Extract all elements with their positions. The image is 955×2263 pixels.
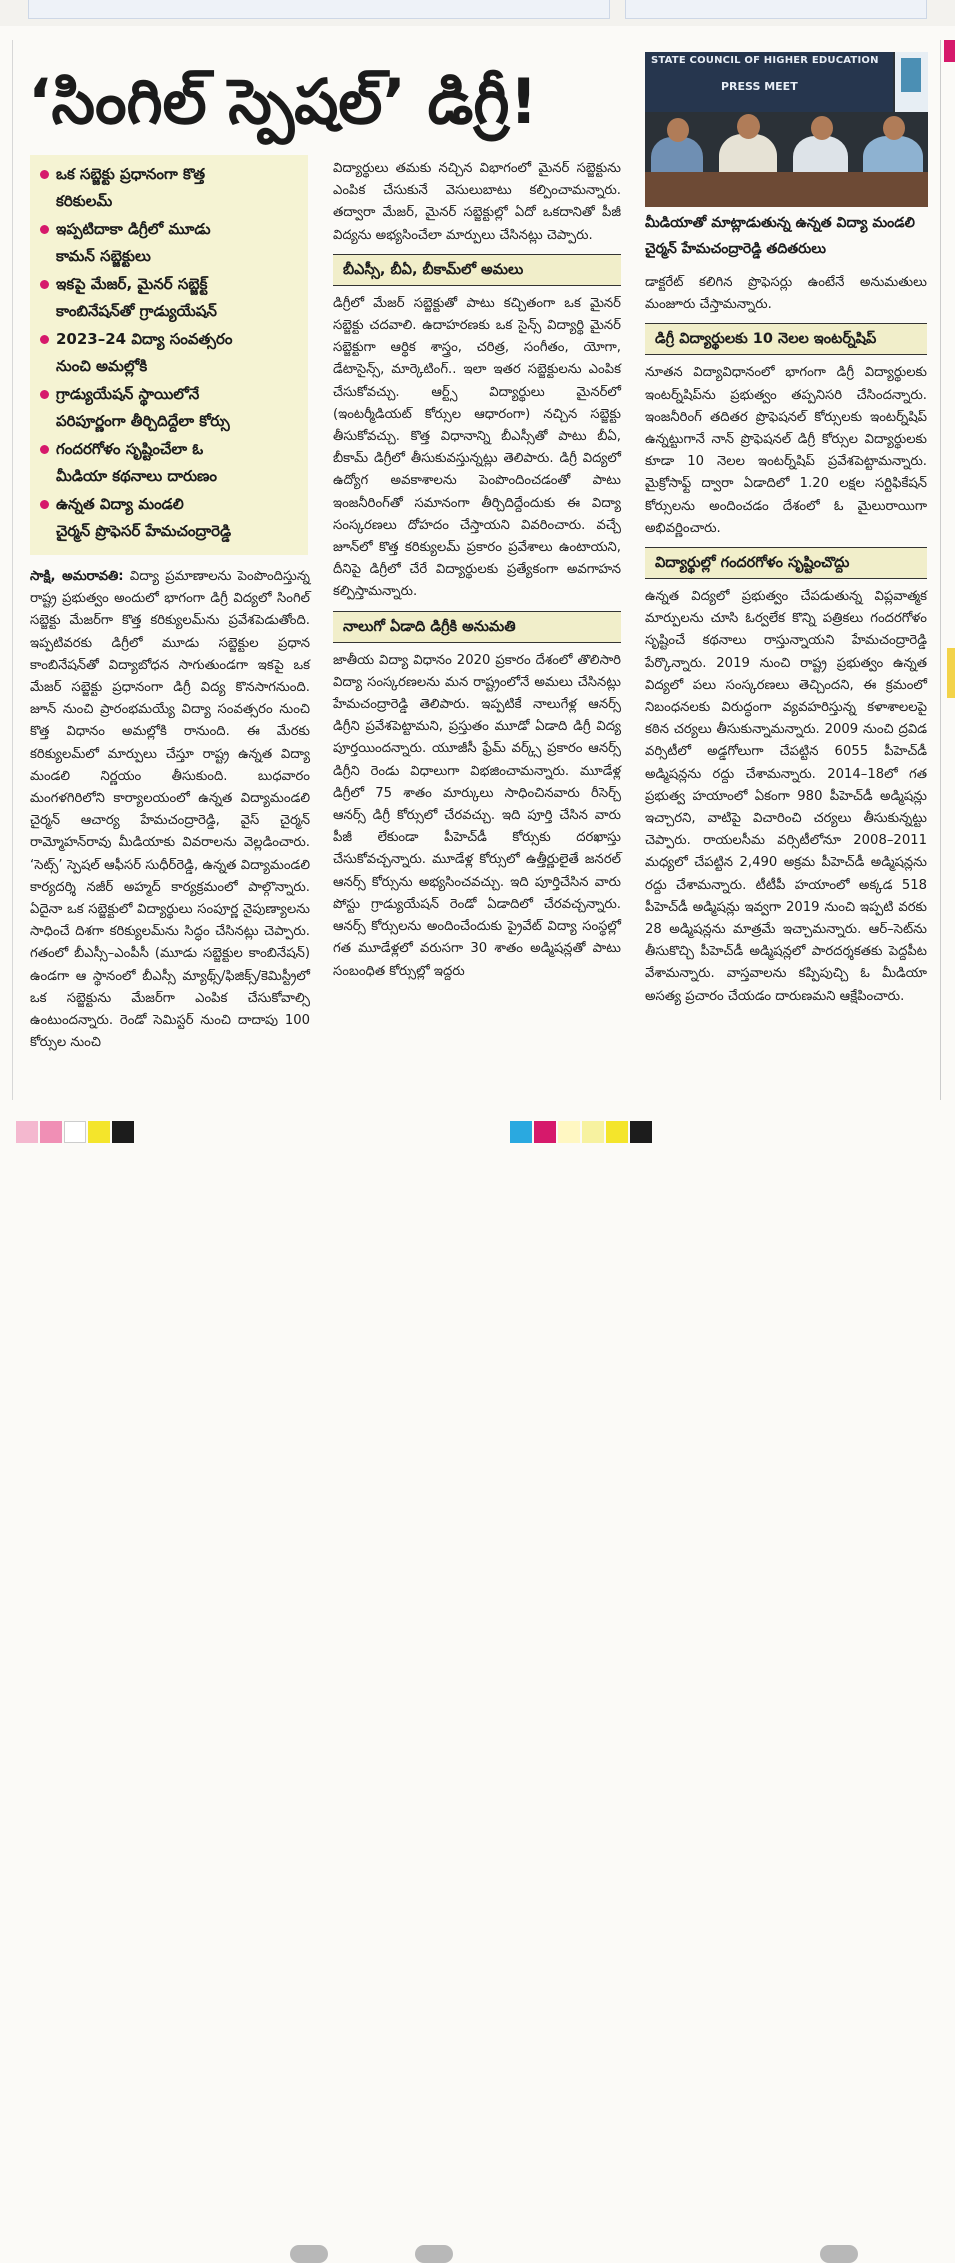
highlight-item	[38, 436, 302, 490]
highlight-line: కామన్ సబ్జెక్టులు	[56, 247, 151, 265]
registration-mark	[820, 2245, 858, 2263]
print-color-bar	[0, 1121, 955, 1143]
paragraph: విద్యార్థులు తమకు నచ్చిన విభాగంలో మైనర్ సబ్జెక్టును ఎంపిక చేసుకునే వెసులుబాటు కల్పించామన్నారు. తద్వారా మేజర్, మైనర్ సబ్జెక్టుల్లో ఏదో ఒకదానితో పీజీ విద్యను అభ్యసించేలా మార్పులు చేసినట్లు చెప్పారు.	[333, 161, 621, 243]
bullet-icon	[40, 280, 49, 289]
color-swatch	[534, 1121, 556, 1143]
article-column-3	[645, 272, 927, 1008]
bullet-icon	[40, 225, 49, 234]
highlight-item	[38, 381, 302, 435]
highlight-line: మీడియా కథనాలు దారుణం	[56, 467, 218, 485]
highlight-line: 2023–24 విద్యా సంవత్సరం	[56, 330, 233, 348]
bullet-icon	[40, 390, 49, 399]
highlight-line: గ్రాడ్యుయేషన్ స్థాయిలోనే	[56, 385, 200, 403]
article-column-1	[30, 566, 310, 1054]
subheading: నాలుగో ఏడాది డిగ్రీకి అనుమతి	[333, 611, 621, 643]
subheading: బీఎస్సీ, బీఏ, బీకామ్‌లో అమలు	[333, 254, 621, 286]
person-head	[811, 116, 833, 140]
bullet-icon	[40, 170, 49, 179]
color-swatch	[40, 1121, 62, 1143]
highlight-item	[38, 326, 302, 380]
paragraph: డాక్టరేట్ కలిగిన ప్రొఫెసర్లు ఉంటేనే అనుమతులు మంజూరు చేస్తామన్నారు.	[645, 275, 927, 313]
highlight-item	[38, 161, 302, 215]
photo-banner	[645, 52, 893, 112]
headline: ‘సింగిల్ స్పెషల్’ డిగ్రీ!	[28, 65, 538, 138]
press-table	[645, 172, 928, 207]
photo-caption: మీడియాతో మాట్లాడుతున్న ఉన్నత విద్యా మండలి చైర్మన్ హేమచంద్రారెడ్డి తదితరులు	[645, 215, 915, 257]
highlight-line: గందరగోళం సృష్టించేలా ఓ	[56, 440, 204, 458]
highlight-line: నుంచి అమల్లోకి	[56, 357, 148, 375]
color-swatch	[582, 1121, 604, 1143]
color-swatch	[16, 1121, 38, 1143]
highlight-line: ఉన్నత విద్యా మండలి	[56, 495, 184, 513]
person-head	[883, 116, 905, 140]
highlight-line: కరికులమ్	[56, 192, 113, 210]
person-head	[737, 114, 760, 139]
previous-article-strip-right	[625, 0, 927, 19]
bullet-icon	[40, 335, 49, 344]
press-meet-photo	[645, 52, 928, 207]
previous-article-strip	[28, 0, 610, 19]
paragraph: జాతీయ విద్యా విధానం 2020 ప్రకారం దేశంలో తొలిసారి విద్యా సంస్కరణలను మన రాష్ట్రంలోనే అమలు చేసినట్లు హేమచంద్రారెడ్డి తెలిపారు. ఇప్పటికే నాలుగేళ్ల ఆనర్స్ డిగ్రీని ప్రవేశపెట్టామని, ప్రస్తుతం మూడో ఏడాది డిగ్రీ విద్య పూర్తయిందన్నారు. యూజీసీ ఫ్రేమ్ వర్క్స్ ప్రకారం ఆనర్స్ డిగ్రీని రెండు విధాలుగా విభజించామన్నారు. మూడేళ్ల డిగ్రీలో 75 శాతం మార్కులు సాధించినవారు రీసెర్చ్ ఆనర్స్ డిగ్రీ కోర్సులో చేరవచ్చు. ఇది పూర్తి చేసిన వారు పీజీ లేకుండా పీహెచ్‌డీ కోర్సుకు దరఖాస్తు చేసుకోవచ్చన్నారు. మూడేళ్ల కోర్సులో ఉత్తీర్ణులైతే జనరల్ ఆనర్స్ కోర్సును అభ్యసించవచ్చు. ఇది పూర్తిచేసిన వారు పోస్టు గ్రాడ్యుయేషన్ రెండో ఏడాదిలో చేరవచ్చన్నారు. ఆనర్స్ కోర్సులను అందించేందుకు ప్రైవేట్ విద్యా సంస్థల్లో గత మూడేళ్లలో వరుసగా 30 శాతం అడ్మిషన్లతో పాటు సంబంధిత కోర్సుల్లో ఇద్దరు	[333, 652, 621, 979]
highlight-line: ఒక సబ్జెక్టు ప్రధానంగా కొత్త	[56, 165, 206, 183]
highlight-item	[38, 216, 302, 270]
highlight-line: పరిపూర్ణంగా తీర్చిదిద్దేలా కోర్సు	[56, 412, 230, 430]
color-swatch	[112, 1121, 134, 1143]
paragraph: ఉన్నత విద్యలో ప్రభుత్వం చేపడుతున్న విప్లవాత్మక మార్పులను చూసి ఓర్వలేక కొన్ని పత్రికలు గందరగోళం సృష్టించే కథనాలు రాస్తున్నాయని హేమచంద్రారెడ్డి పేర్కొన్నారు. 2019 నుంచి రాష్ట్ర ప్రభుత్వం ఉన్నత విద్యలో పలు సంస్కరణలు తెచ్చిందని, ఈ క్రమంలో నిబంధనలకు విరుద్ధంగా వ్యవహరిస్తున్న కళాశాలలపై కఠిన చర్యలు తీసుకున్నామన్నారు. 2009 నుంచి ద్రవిడ వర్సిటీలో అడ్డగోలుగా చేపట్టిన 6055 పీహెచ్‌డీ అడ్మిషన్లను రద్దు చేశామన్నారు. 2014–18లో గత ప్రభుత్వ హయాంలో ఏకంగా 980 పీహెచ్‌డీ అడ్మిషన్లు ఇచ్చారని, వాటిపై విచారించి చర్యలు తీసుకున్నట్టు చెప్పారు. రాయలసీమ వర్సిటీలోనూ 2008–2011 మధ్యలో చేపట్టిన 2,490 అక్రమ పీహెచ్‌డీ అడ్మిషన్లను రద్దు చేశామన్నారు. టీటీపీ హయాంలో అక్కడ 518 పీహెచ్‌డీ అడ్మిషన్లు ఇవ్వగా 2019 నుంచి ఇప్పటి వరకు 28 అడ్మిషన్లను మాత్రమే ఇచ్చామన్నారు. ఆర్–సెట్‌ను తీసుకొచ్చి పీహెచ్‌డీ అడ్మిషన్లలో పారదర్శకతకు పెద్దపీట వేశామన్నారు. వాస్తవాలను కప్పిపుచ్చి ఓ మీడియా అసత్య ప్రచారం చేయడం దారుణమని ఆక్షేపించారు.	[645, 589, 927, 1004]
color-swatch	[510, 1121, 532, 1143]
bullet-icon	[40, 500, 49, 509]
color-swatch	[630, 1121, 652, 1143]
color-swatch	[558, 1121, 580, 1143]
next-page-edge	[940, 40, 955, 1100]
paragraph: నూతన విద్యావిధానంలో భాగంగా డిగ్రీ విద్యార్థులకు ఇంటర్న్‌షిప్‌ను ప్రభుత్వం తప్పనిసరి చేసిందన్నారు. ఇంజనీరింగ్ తదితర ప్రొఫెషనల్ కోర్సులకు ఇంటర్న్‌షిప్ ఉన్నట్టుగానే నాన్ ప్రొఫెషనల్ డిగ్రీ కోర్సుల విద్యార్థులకు కూడా 10 నెలల ఇంటర్న్‌షిప్ ప్రవేశపెట్టామన్నారు. మైక్రోసాఫ్ట్ ద్వారా ఏడాదిలో 1.20 లక్షల సర్టిఫికేషన్ కోర్సులను అందించడం దేశంలో ఓ మైలురాయిగా అభివర్ణించారు.	[645, 365, 927, 536]
poster-graphic	[901, 58, 921, 92]
highlight-line: ఇప్పటిదాకా డిగ్రీలో మూడు	[56, 220, 211, 238]
highlight-item	[38, 491, 302, 545]
article-column-2	[333, 158, 621, 983]
bullet-icon	[40, 445, 49, 454]
highlight-line: ఇకపై మేజర్, మైనర్ సబ్జెక్ట్	[56, 275, 208, 293]
highlight-item	[38, 271, 302, 325]
highlight-line: కాంబినేషన్‌తో గ్రాడ్యుయేషన్	[56, 302, 217, 320]
edge-color-mark	[944, 40, 955, 62]
registration-mark	[415, 2245, 453, 2263]
paragraph: డిగ్రీలో మేజర్ సబ్జెక్టుతో పాటు కచ్చితంగా ఒక మైనర్ సబ్జెక్టు చదవాలి. ఉదాహరణకు ఒక సైన్స్ విద్యార్థి మైనర్ సబ్జెక్టుగా ఆర్థిక శాస్త్రం, చరిత్ర, సంగీతం, యోగా, డేటాసైన్స్, మార్కెటింగ్.. ఇలా ఇతర సబ్జెక్టులను ఎంపిక చేసుకోవచ్చు. ఆర్ట్స్ విద్యార్థులు మైనర్‌లో (ఇంటర్మీడియట్ కోర్సుల ఆధారంగా) నచ్చిన సబ్జెక్టు తీసుకోవచ్చు. కొత్త విధానాన్ని బీఎస్సీతో పాటు బీఏ, బీకామ్ డిగ్రీలో తీసుకువస్తున్నట్లు తెలిపారు. డిగ్రీ విద్యలో ఉద్యోగ అవకాశాలను పెంపొందించడంతో పాటు ఇంజనీరింగ్‌తో సమానంగా తీర్చిదిద్దేందుకు ఈ విద్యా సంస్కరణలు దోహదం చేస్తాయని వివరించారు. వచ్చే జూన్‌లో కొత్త కరిక్యులమ్ ప్రకారం ప్రవేశాలు ఉంటాయని, దీనిపై డిగ్రీలో చేరే విద్యార్థులకు ప్రత్యేకంగా అవగాహన కల్పిస్తామన్నారు.	[333, 295, 621, 600]
subheading: డిగ్రీ విద్యార్థులకు 10 నెలల ఇంటర్న్‌షిప్	[645, 323, 927, 355]
edge-color-mark	[947, 648, 955, 698]
dateline: సాక్షి, అమరావతి:	[30, 569, 124, 584]
paragraph	[30, 566, 310, 1054]
person-head	[667, 118, 689, 142]
color-swatch	[606, 1121, 628, 1143]
photo-side-poster	[895, 52, 928, 112]
body-text: విద్యా ప్రమాణాలను పెంపొందిస్తున్న రాష్ట్ర ప్రభుత్వం అందులో భాగంగా డిగ్రీ విద్యలో సింగిల్ సబ్జెక్టు మేజర్‌గా కొత్త కరిక్యులమ్‌ను ప్రవేశపెడుతోంది. ఇప్పటివరకు డిగ్రీలో మూడు సబ్జెక్టుల ప్రధాన కాంబినేషన్‌తో విద్యాబోధన సాగుతుండగా ఇకపై ఒక మేజర్ సబ్జెక్టు ప్రధానంగా డిగ్రీ విద్య కొనసాగనుంది. జూన్ నుంచి ప్రారంభమయ్యే విద్యా సంవత్సరం నుంచి కొత్త విధానం అమల్లోకి రానుంది. ఈ మేరకు కరిక్యులమ్‌లో మార్పులు చేస్తూ రాష్ట్ర ఉన్నత విద్యా మండలి నిర్ణయం తీసుకుంది. బుధవారం మంగళగిరిలోని కార్యాలయంలో ఉన్నత విద్యామండలి చైర్మన్ ఆచార్య హేమచంద్రారెడ్డి, వైస్ చైర్మన్ రామ్మోహన్‌రావు మీడియాకు వివరాలను వెల్లడించారు. ‘సెట్స్’ స్పెషల్ ఆఫీసర్ సుధీర్‌రెడ్డి, ఉన్నత విద్యామండలి కార్యదర్శి నజీర్ అహ్మద్ కార్యక్రమంలో పాల్గొన్నారు. ఏదైనా ఒక సబ్జెక్టులో విద్యార్థులు సంపూర్ణ నైపుణ్యాలను సాధించే దిశగా కరిక్యులమ్‌ను సిద్ధం చేసినట్లు చెప్పారు. గతంలో బీఎస్సీ–ఎంపీసీ (మూడు సబ్జెక్టుల కాంబినేషన్) ఉండగా ఆ స్థానంలో బీఎస్సీ మ్యాథ్స్/ఫిజిక్స్/కెమిస్ట్రీలో ఒక సబ్జెక్టును మేజర్‌గా ఎంపిక చేసుకోవాల్సి ఉంటుందన్నారు. రెండో సెమిస్టర్ నుంచి దాదాపు 100 కోర్సుల నుంచి	[30, 569, 310, 1051]
banner-line-2: PRESS MEET	[721, 80, 798, 93]
banner-line-1: STATE COUNCIL OF HIGHER EDUCATION	[651, 55, 879, 66]
registration-mark	[290, 2245, 328, 2263]
subheading: విద్యార్థుల్లో గందరగోళం సృష్టించొద్దు	[645, 547, 927, 579]
color-swatch	[88, 1121, 110, 1143]
color-swatch	[64, 1121, 86, 1143]
highlights-box	[30, 155, 308, 555]
left-margin-rule	[12, 40, 13, 1100]
top-strip	[0, 0, 955, 26]
highlight-line: చైర్మన్ ప్రొఫెసర్ హేమచంద్రారెడ్డి	[56, 522, 232, 540]
